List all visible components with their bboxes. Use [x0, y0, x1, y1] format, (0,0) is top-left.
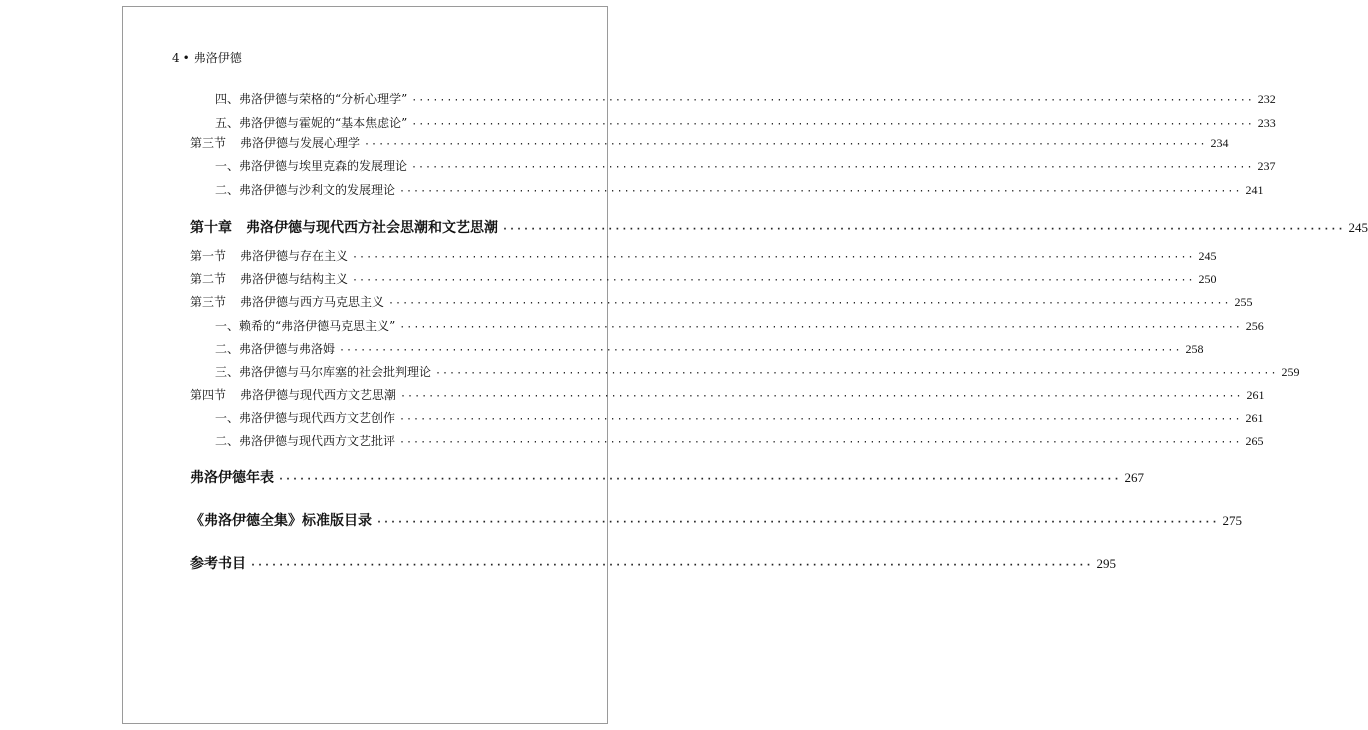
toc-entry-prefix: 第四节	[190, 388, 227, 402]
toc-leader-dots: ························································································································	[399, 186, 1242, 197]
toc-entry-label: 弗洛伊德与发展心理学	[240, 136, 361, 150]
book-title: 弗洛伊德	[193, 51, 242, 65]
toc-entry-title	[190, 271, 348, 287]
toc-leader-dots: ························································································································	[411, 119, 1254, 130]
toc-page-number: 265	[1245, 434, 1264, 448]
toc-section-entry	[0, 135, 1229, 153]
toc-page-number: 256	[1245, 319, 1264, 333]
toc-leader-dots: ························································································································	[502, 224, 1345, 235]
toc-entry-label: 一、弗洛伊德与埃里克森的发展理论	[215, 159, 408, 173]
toc-page-number: 261	[1246, 388, 1265, 402]
running-header	[172, 49, 242, 66]
toc-entry-title	[190, 248, 348, 264]
toc-page-number: 245	[1348, 220, 1368, 235]
page-number: 4	[172, 51, 180, 65]
header-separator: •	[182, 51, 190, 65]
toc-entry-title	[215, 91, 407, 107]
toc-section-entry	[0, 271, 1217, 289]
toc-leader-dots: ························································································································	[399, 322, 1242, 333]
toc-leader-dots: ························································································································	[411, 162, 1254, 173]
toc-subsection-entry	[0, 115, 1276, 133]
toc-entry-title	[215, 182, 395, 198]
toc-entry-label: 一、弗洛伊德与现代西方文艺创作	[215, 411, 396, 425]
toc-page-number: 234	[1210, 136, 1229, 150]
toc-chapter-entry	[0, 513, 1242, 531]
toc-entry-label: 弗洛伊德与现代西方文艺思潮	[240, 388, 397, 402]
toc-entry-prefix: 第二节	[190, 272, 227, 286]
toc-subsection-entry	[0, 341, 1204, 359]
toc-section-entry	[0, 387, 1265, 405]
toc-entry-title	[215, 158, 407, 174]
toc-subsection-entry	[0, 182, 1264, 200]
toc-entry-label: 弗洛伊德与存在主义	[240, 249, 349, 263]
toc-subsection-entry	[0, 91, 1276, 109]
toc-chapter-entry	[0, 470, 1144, 488]
toc-leader-dots: ························································································································	[364, 139, 1207, 150]
toc-page-number: 232	[1257, 92, 1276, 106]
toc-leader-dots: ························································································································	[400, 391, 1243, 402]
toc-entry-title	[215, 364, 431, 380]
toc-leader-dots: ························································································································	[278, 474, 1121, 485]
toc-entry-label: 二、弗洛伊德与现代西方文艺批评	[215, 434, 396, 448]
toc-page-number: 267	[1124, 470, 1144, 485]
toc-entry-label: 《弗洛伊德全集》标准版目录	[190, 513, 372, 529]
toc-entry-title	[215, 433, 395, 449]
toc-leader-dots: ························································································································	[352, 275, 1195, 286]
toc-entry-prefix: 第三节	[190, 295, 227, 309]
toc-leader-dots: ························································································································	[339, 345, 1182, 356]
toc-page-number: 258	[1185, 342, 1204, 356]
toc-subsection-entry	[0, 158, 1276, 176]
toc-subsection-entry	[0, 364, 1300, 382]
toc-leader-dots: ························································································································	[411, 95, 1254, 106]
toc-leader-dots: ························································································································	[376, 517, 1219, 528]
toc-page-number: 237	[1257, 159, 1276, 173]
toc-leader-dots: ························································································································	[435, 368, 1278, 379]
toc-leader-dots: ························································································································	[399, 414, 1242, 425]
toc-entry-title	[190, 556, 246, 572]
toc-subsection-entry	[0, 318, 1264, 336]
toc-entry-title	[190, 513, 372, 529]
toc-subsection-entry	[0, 433, 1264, 451]
toc-chapter-entry	[0, 220, 1368, 238]
toc-entry-title	[215, 115, 407, 131]
toc-entry-label: 弗洛伊德与结构主义	[240, 272, 349, 286]
toc-entry-title	[190, 470, 274, 486]
toc-entry-label: 弗洛伊德年表	[190, 470, 274, 486]
toc-entry-prefix: 第十章	[190, 220, 232, 236]
toc-entry-title	[190, 387, 396, 403]
toc-page-number: 250	[1198, 272, 1217, 286]
toc-page-number: 261	[1245, 411, 1264, 425]
toc-entry-title	[190, 135, 360, 151]
toc-entry-prefix: 第三节	[190, 136, 227, 150]
toc-page-number: 295	[1096, 556, 1116, 571]
toc-section-entry	[0, 294, 1253, 312]
toc-entry-label: 参考书目	[190, 556, 246, 572]
toc-leader-dots: ························································································································	[352, 252, 1195, 263]
toc-chapter-entry	[0, 556, 1116, 574]
toc-leader-dots: ························································································································	[388, 298, 1231, 309]
toc-page-number: 255	[1234, 295, 1253, 309]
toc-leader-dots: ························································································································	[399, 437, 1242, 448]
toc-page-number: 275	[1222, 513, 1242, 528]
toc-page-number: 241	[1245, 183, 1264, 197]
toc-entry-label: 四、弗洛伊德与荣格的“分析心理学”	[215, 92, 408, 106]
toc-entry-title	[215, 318, 395, 334]
toc-entry-label: 五、弗洛伊德与霍妮的“基本焦虑论”	[215, 116, 408, 130]
toc-entry-title	[215, 410, 395, 426]
toc-entry-title	[190, 220, 498, 236]
toc-entry-prefix: 第一节	[190, 249, 227, 263]
toc-section-entry	[0, 248, 1217, 266]
toc-page-number: 233	[1257, 116, 1276, 130]
toc-entry-label: 弗洛伊德与现代西方社会思潮和文艺思潮	[246, 220, 498, 236]
toc-entry-label: 一、赖希的“弗洛伊德马克思主义”	[215, 319, 396, 333]
toc-leader-dots: ························································································································	[250, 560, 1093, 571]
toc-subsection-entry	[0, 410, 1264, 428]
toc-entry-title	[215, 341, 335, 357]
toc-page-number: 259	[1281, 365, 1300, 379]
toc-entry-label: 三、弗洛伊德与马尔库塞的社会批判理论	[215, 365, 432, 379]
toc-entry-label: 二、弗洛伊德与弗洛姆	[215, 342, 336, 356]
toc-entry-label: 二、弗洛伊德与沙利文的发展理论	[215, 183, 396, 197]
toc-page-number: 245	[1198, 249, 1217, 263]
toc-entry-label: 弗洛伊德与西方马克思主义	[240, 295, 385, 309]
toc-entry-title	[190, 294, 384, 310]
